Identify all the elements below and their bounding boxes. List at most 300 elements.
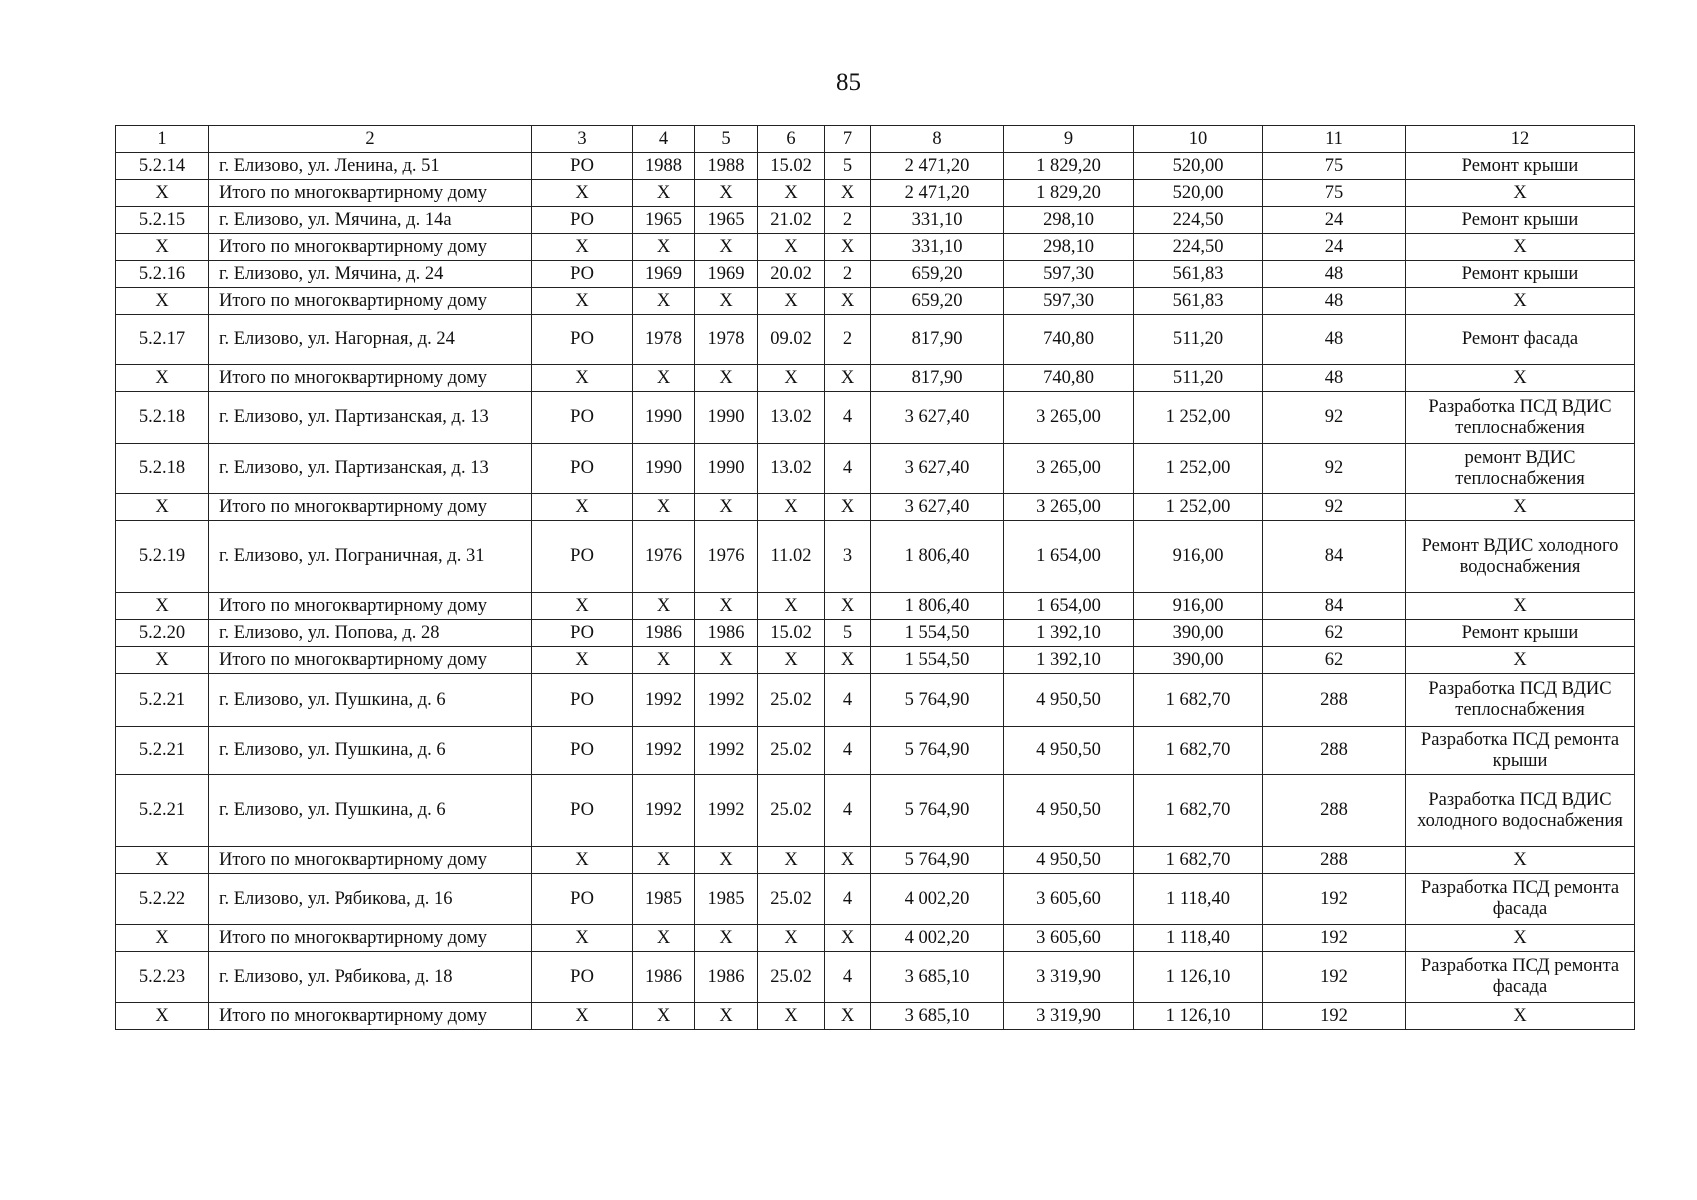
cell-year-comm: Х bbox=[695, 365, 758, 392]
cell-year-comm: 1978 bbox=[695, 315, 758, 365]
cell-work-type: Разработка ПСД ВДИС теплоснабжения bbox=[1406, 674, 1635, 727]
cell-residents: 62 bbox=[1263, 620, 1406, 647]
cell-floors: 2 bbox=[825, 261, 871, 288]
cell-code: 09.02 bbox=[758, 315, 825, 365]
cell-area-total: 3 685,10 bbox=[871, 1003, 1004, 1030]
cell-area-total: 5 764,90 bbox=[871, 674, 1004, 727]
cell-num: 5.2.20 bbox=[116, 620, 209, 647]
cell-type: РО bbox=[532, 775, 633, 847]
cell-year-built: Х bbox=[633, 180, 695, 207]
cell-type: РО bbox=[532, 261, 633, 288]
cell-year-built: Х bbox=[633, 593, 695, 620]
cell-residents: 24 bbox=[1263, 234, 1406, 261]
cell-area-living: 3 265,00 bbox=[1004, 444, 1134, 494]
cell-year-built: Х bbox=[633, 365, 695, 392]
cell-code: Х bbox=[758, 925, 825, 952]
cell-work-type: Разработка ПСД ВДИС холодного водоснабжения bbox=[1406, 775, 1635, 847]
cell-year-comm: 1992 bbox=[695, 727, 758, 775]
cell-floors: 5 bbox=[825, 620, 871, 647]
cell-code: 25.02 bbox=[758, 674, 825, 727]
cell-work-type: Х bbox=[1406, 234, 1635, 261]
cell-type: Х bbox=[532, 288, 633, 315]
cell-area-living: 3 319,90 bbox=[1004, 952, 1134, 1003]
column-header-area-living: 9 bbox=[1004, 126, 1134, 153]
cell-num: 5.2.21 bbox=[116, 727, 209, 775]
cell-floors: Х bbox=[825, 647, 871, 674]
cell-work-type: Ремонт фасада bbox=[1406, 315, 1635, 365]
cell-address: г. Елизово, ул. Пушкина, д. 6 bbox=[209, 674, 532, 727]
cell-address: г. Елизово, ул. Ленина, д. 51 bbox=[209, 153, 532, 180]
cell-area-total: 817,90 bbox=[871, 365, 1004, 392]
cell-address: г. Елизово, ул. Пушкина, д. 6 bbox=[209, 727, 532, 775]
cell-area-total: 659,20 bbox=[871, 261, 1004, 288]
cell-residents: 84 bbox=[1263, 593, 1406, 620]
cell-year-built: Х bbox=[633, 494, 695, 521]
table-header-row bbox=[116, 126, 1635, 153]
cell-residents: 48 bbox=[1263, 315, 1406, 365]
cell-address: Итого по многоквартирному дому bbox=[209, 365, 532, 392]
cell-area-nonres: 520,00 bbox=[1134, 180, 1263, 207]
cell-area-living: 3 265,00 bbox=[1004, 392, 1134, 444]
cell-year-built: Х bbox=[633, 847, 695, 874]
cell-area-total: 2 471,20 bbox=[871, 180, 1004, 207]
cell-type: РО bbox=[532, 952, 633, 1003]
column-header-work-type: 12 bbox=[1406, 126, 1635, 153]
cell-year-built: 1985 bbox=[633, 874, 695, 925]
cell-residents: 48 bbox=[1263, 365, 1406, 392]
cell-area-living: 1 829,20 bbox=[1004, 153, 1134, 180]
cell-work-type: Х bbox=[1406, 365, 1635, 392]
house-row bbox=[116, 775, 1635, 847]
cell-type: Х bbox=[532, 925, 633, 952]
cell-area-nonres: 1 126,10 bbox=[1134, 952, 1263, 1003]
cell-residents: 192 bbox=[1263, 952, 1406, 1003]
cell-year-comm: 1990 bbox=[695, 444, 758, 494]
cell-residents: 92 bbox=[1263, 494, 1406, 521]
cell-code: Х bbox=[758, 647, 825, 674]
cell-work-type: Ремонт крыши bbox=[1406, 207, 1635, 234]
cell-floors: 4 bbox=[825, 874, 871, 925]
cell-year-built: Х bbox=[633, 647, 695, 674]
cell-floors: 5 bbox=[825, 153, 871, 180]
cell-year-comm: 1986 bbox=[695, 620, 758, 647]
cell-residents: 62 bbox=[1263, 647, 1406, 674]
cell-year-built: 1986 bbox=[633, 620, 695, 647]
cell-code: 25.02 bbox=[758, 775, 825, 847]
cell-residents: 75 bbox=[1263, 180, 1406, 207]
total-row bbox=[116, 1003, 1635, 1030]
cell-address: Итого по многоквартирному дому bbox=[209, 1003, 532, 1030]
cell-area-nonres: 1 118,40 bbox=[1134, 925, 1263, 952]
column-header-area-nonres: 10 bbox=[1134, 126, 1263, 153]
cell-num: 5.2.21 bbox=[116, 775, 209, 847]
cell-area-nonres: 1 252,00 bbox=[1134, 392, 1263, 444]
house-row bbox=[116, 674, 1635, 727]
cell-year-comm: 1976 bbox=[695, 521, 758, 593]
column-header-year-built: 4 bbox=[633, 126, 695, 153]
house-row bbox=[116, 315, 1635, 365]
cell-floors: Х bbox=[825, 925, 871, 952]
cell-year-built: 1992 bbox=[633, 727, 695, 775]
cell-area-nonres: 916,00 bbox=[1134, 593, 1263, 620]
cell-num: 5.2.17 bbox=[116, 315, 209, 365]
cell-floors: 4 bbox=[825, 727, 871, 775]
cell-year-comm: 1988 bbox=[695, 153, 758, 180]
cell-type: РО bbox=[532, 444, 633, 494]
house-row bbox=[116, 392, 1635, 444]
cell-area-living: 4 950,50 bbox=[1004, 775, 1134, 847]
cell-residents: 24 bbox=[1263, 207, 1406, 234]
cell-address: Итого по многоквартирному дому bbox=[209, 180, 532, 207]
cell-area-nonres: 1 682,70 bbox=[1134, 674, 1263, 727]
cell-year-comm: Х bbox=[695, 494, 758, 521]
cell-type: РО bbox=[532, 620, 633, 647]
cell-floors: Х bbox=[825, 234, 871, 261]
cell-area-nonres: 561,83 bbox=[1134, 288, 1263, 315]
cell-type: РО bbox=[532, 674, 633, 727]
cell-area-nonres: 1 682,70 bbox=[1134, 847, 1263, 874]
cell-floors: Х bbox=[825, 288, 871, 315]
house-row bbox=[116, 153, 1635, 180]
cell-year-comm: Х bbox=[695, 234, 758, 261]
total-row bbox=[116, 288, 1635, 315]
total-row bbox=[116, 234, 1635, 261]
house-row bbox=[116, 620, 1635, 647]
cell-code: 11.02 bbox=[758, 521, 825, 593]
cell-residents: 48 bbox=[1263, 261, 1406, 288]
cell-area-living: 1 392,10 bbox=[1004, 647, 1134, 674]
cell-area-total: 4 002,20 bbox=[871, 874, 1004, 925]
cell-area-total: 1 806,40 bbox=[871, 593, 1004, 620]
cell-address: г. Елизово, ул. Пограничная, д. 31 bbox=[209, 521, 532, 593]
cell-work-type: Х bbox=[1406, 593, 1635, 620]
cell-num: 5.2.22 bbox=[116, 874, 209, 925]
cell-work-type: Ремонт крыши bbox=[1406, 153, 1635, 180]
cell-year-built: 1990 bbox=[633, 392, 695, 444]
cell-code: Х bbox=[758, 1003, 825, 1030]
cell-area-total: 3 627,40 bbox=[871, 494, 1004, 521]
cell-residents: 92 bbox=[1263, 444, 1406, 494]
cell-work-type: Х bbox=[1406, 180, 1635, 207]
cell-residents: 288 bbox=[1263, 727, 1406, 775]
cell-work-type: Ремонт крыши bbox=[1406, 620, 1635, 647]
cell-address: г. Елизово, ул. Пушкина, д. 6 bbox=[209, 775, 532, 847]
cell-area-living: 3 605,60 bbox=[1004, 925, 1134, 952]
cell-work-type: ремонт ВДИС теплоснабжения bbox=[1406, 444, 1635, 494]
cell-address: г. Елизово, ул. Рябикова, д. 16 bbox=[209, 874, 532, 925]
cell-area-total: 331,10 bbox=[871, 207, 1004, 234]
cell-area-living: 4 950,50 bbox=[1004, 727, 1134, 775]
cell-area-nonres: 561,83 bbox=[1134, 261, 1263, 288]
cell-year-comm: Х bbox=[695, 647, 758, 674]
cell-code: 21.02 bbox=[758, 207, 825, 234]
cell-work-type: Х bbox=[1406, 647, 1635, 674]
column-header-code: 6 bbox=[758, 126, 825, 153]
cell-area-nonres: 1 682,70 bbox=[1134, 727, 1263, 775]
cell-year-built: 1990 bbox=[633, 444, 695, 494]
cell-work-type: Х bbox=[1406, 494, 1635, 521]
cell-code: 25.02 bbox=[758, 952, 825, 1003]
cell-area-living: 597,30 bbox=[1004, 288, 1134, 315]
cell-area-total: 659,20 bbox=[871, 288, 1004, 315]
cell-area-total: 1 554,50 bbox=[871, 647, 1004, 674]
cell-area-total: 3 627,40 bbox=[871, 392, 1004, 444]
cell-year-comm: 1986 bbox=[695, 952, 758, 1003]
cell-residents: 192 bbox=[1263, 874, 1406, 925]
cell-num: Х bbox=[116, 847, 209, 874]
cell-work-type: Ремонт крыши bbox=[1406, 261, 1635, 288]
cell-residents: 84 bbox=[1263, 521, 1406, 593]
cell-num: Х bbox=[116, 365, 209, 392]
cell-area-living: 1 829,20 bbox=[1004, 180, 1134, 207]
cell-type: РО bbox=[532, 392, 633, 444]
cell-year-comm: Х bbox=[695, 847, 758, 874]
cell-type: РО bbox=[532, 315, 633, 365]
cell-type: Х bbox=[532, 847, 633, 874]
cell-area-nonres: 390,00 bbox=[1134, 647, 1263, 674]
page-number: 85 bbox=[836, 69, 861, 96]
cell-num: Х bbox=[116, 234, 209, 261]
cell-num: 5.2.18 bbox=[116, 392, 209, 444]
cell-address: г. Елизово, ул. Партизанская, д. 13 bbox=[209, 392, 532, 444]
cell-area-total: 2 471,20 bbox=[871, 153, 1004, 180]
cell-area-living: 1 654,00 bbox=[1004, 593, 1134, 620]
cell-year-built: 1965 bbox=[633, 207, 695, 234]
cell-type: РО bbox=[532, 727, 633, 775]
cell-year-comm: 1990 bbox=[695, 392, 758, 444]
cell-work-type: Х bbox=[1406, 925, 1635, 952]
cell-area-nonres: 916,00 bbox=[1134, 521, 1263, 593]
cell-area-living: 740,80 bbox=[1004, 315, 1134, 365]
cell-code: Х bbox=[758, 593, 825, 620]
cell-code: 25.02 bbox=[758, 874, 825, 925]
cell-address: Итого по многоквартирному дому bbox=[209, 847, 532, 874]
cell-area-total: 3 685,10 bbox=[871, 952, 1004, 1003]
cell-area-living: 597,30 bbox=[1004, 261, 1134, 288]
cell-area-nonres: 1 126,10 bbox=[1134, 1003, 1263, 1030]
cell-year-comm: 1985 bbox=[695, 874, 758, 925]
cell-floors: Х bbox=[825, 593, 871, 620]
cell-code: Х bbox=[758, 234, 825, 261]
cell-area-total: 4 002,20 bbox=[871, 925, 1004, 952]
cell-type: Х bbox=[532, 494, 633, 521]
cell-floors: Х bbox=[825, 365, 871, 392]
cell-year-built: Х bbox=[633, 925, 695, 952]
cell-residents: 192 bbox=[1263, 1003, 1406, 1030]
cell-address: г. Елизово, ул. Нагорная, д. 24 bbox=[209, 315, 532, 365]
column-header-num: 1 bbox=[116, 126, 209, 153]
cell-area-living: 4 950,50 bbox=[1004, 674, 1134, 727]
cell-residents: 75 bbox=[1263, 153, 1406, 180]
cell-area-total: 5 764,90 bbox=[871, 847, 1004, 874]
cell-year-built: 1992 bbox=[633, 674, 695, 727]
cell-area-total: 817,90 bbox=[871, 315, 1004, 365]
cell-address: г. Елизово, ул. Мячина, д. 24 bbox=[209, 261, 532, 288]
cell-year-comm: Х bbox=[695, 1003, 758, 1030]
cell-work-type: Х bbox=[1406, 288, 1635, 315]
cell-type: Х bbox=[532, 1003, 633, 1030]
cell-area-nonres: 1 682,70 bbox=[1134, 775, 1263, 847]
cell-year-built: Х bbox=[633, 288, 695, 315]
cell-code: Х bbox=[758, 288, 825, 315]
cell-area-nonres: 511,20 bbox=[1134, 315, 1263, 365]
house-row bbox=[116, 444, 1635, 494]
cell-area-nonres: 224,50 bbox=[1134, 234, 1263, 261]
cell-work-type: Ремонт ВДИС холодного водоснабжения bbox=[1406, 521, 1635, 593]
cell-num: Х bbox=[116, 1003, 209, 1030]
cell-area-nonres: 1 118,40 bbox=[1134, 874, 1263, 925]
cell-code: 25.02 bbox=[758, 727, 825, 775]
cell-area-living: 740,80 bbox=[1004, 365, 1134, 392]
cell-area-living: 298,10 bbox=[1004, 234, 1134, 261]
cell-code: Х bbox=[758, 847, 825, 874]
cell-work-type: Х bbox=[1406, 847, 1635, 874]
column-header-floors: 7 bbox=[825, 126, 871, 153]
cell-year-built: 1992 bbox=[633, 775, 695, 847]
cell-floors: 4 bbox=[825, 392, 871, 444]
cell-address: г. Елизово, ул. Попова, д. 28 bbox=[209, 620, 532, 647]
cell-address: Итого по многоквартирному дому bbox=[209, 925, 532, 952]
cell-type: Х bbox=[532, 647, 633, 674]
cell-residents: 288 bbox=[1263, 775, 1406, 847]
cell-year-comm: 1992 bbox=[695, 775, 758, 847]
cell-floors: 2 bbox=[825, 207, 871, 234]
column-header-type: 3 bbox=[532, 126, 633, 153]
column-header-address: 2 bbox=[209, 126, 532, 153]
cell-year-comm: Х bbox=[695, 925, 758, 952]
cell-year-comm: 1992 bbox=[695, 674, 758, 727]
cell-residents: 48 bbox=[1263, 288, 1406, 315]
repair-program-table bbox=[115, 125, 1635, 1030]
cell-address: Итого по многоквартирному дому bbox=[209, 288, 532, 315]
cell-year-comm: 1965 bbox=[695, 207, 758, 234]
cell-type: Х bbox=[532, 234, 633, 261]
column-header-year-comm: 5 bbox=[695, 126, 758, 153]
cell-year-built: 1986 bbox=[633, 952, 695, 1003]
cell-floors: Х bbox=[825, 1003, 871, 1030]
cell-area-nonres: 511,20 bbox=[1134, 365, 1263, 392]
cell-code: Х bbox=[758, 494, 825, 521]
cell-num: 5.2.15 bbox=[116, 207, 209, 234]
cell-num: Х bbox=[116, 288, 209, 315]
cell-year-comm: Х bbox=[695, 593, 758, 620]
house-row bbox=[116, 874, 1635, 925]
cell-floors: 4 bbox=[825, 674, 871, 727]
cell-floors: Х bbox=[825, 847, 871, 874]
cell-code: 15.02 bbox=[758, 153, 825, 180]
cell-type: РО bbox=[532, 874, 633, 925]
house-row bbox=[116, 952, 1635, 1003]
cell-area-nonres: 390,00 bbox=[1134, 620, 1263, 647]
cell-address: Итого по многоквартирному дому bbox=[209, 593, 532, 620]
cell-num: 5.2.14 bbox=[116, 153, 209, 180]
cell-num: 5.2.21 bbox=[116, 674, 209, 727]
cell-work-type: Разработка ПСД ремонта фасада bbox=[1406, 874, 1635, 925]
cell-residents: 288 bbox=[1263, 847, 1406, 874]
house-row bbox=[116, 727, 1635, 775]
cell-address: Итого по многоквартирному дому bbox=[209, 494, 532, 521]
cell-type: Х bbox=[532, 593, 633, 620]
cell-area-nonres: 1 252,00 bbox=[1134, 444, 1263, 494]
cell-area-nonres: 224,50 bbox=[1134, 207, 1263, 234]
cell-area-living: 298,10 bbox=[1004, 207, 1134, 234]
cell-floors: 4 bbox=[825, 952, 871, 1003]
cell-code: Х bbox=[758, 180, 825, 207]
total-row bbox=[116, 180, 1635, 207]
cell-work-type: Разработка ПСД ремонта фасада bbox=[1406, 952, 1635, 1003]
cell-area-living: 4 950,50 bbox=[1004, 847, 1134, 874]
cell-area-nonres: 1 252,00 bbox=[1134, 494, 1263, 521]
cell-code: 15.02 bbox=[758, 620, 825, 647]
cell-code: 20.02 bbox=[758, 261, 825, 288]
cell-num: Х bbox=[116, 494, 209, 521]
house-row bbox=[116, 261, 1635, 288]
cell-area-total: 331,10 bbox=[871, 234, 1004, 261]
cell-work-type: Х bbox=[1406, 1003, 1635, 1030]
cell-year-built: 1988 bbox=[633, 153, 695, 180]
cell-area-total: 5 764,90 bbox=[871, 775, 1004, 847]
house-row bbox=[116, 521, 1635, 593]
cell-floors: Х bbox=[825, 494, 871, 521]
total-row bbox=[116, 593, 1635, 620]
cell-num: 5.2.16 bbox=[116, 261, 209, 288]
cell-type: РО bbox=[532, 207, 633, 234]
cell-residents: 192 bbox=[1263, 925, 1406, 952]
cell-residents: 92 bbox=[1263, 392, 1406, 444]
total-row bbox=[116, 647, 1635, 674]
cell-year-comm: 1969 bbox=[695, 261, 758, 288]
total-row bbox=[116, 494, 1635, 521]
cell-address: Итого по многоквартирному дому bbox=[209, 234, 532, 261]
cell-address: Итого по многоквартирному дому bbox=[209, 647, 532, 674]
cell-area-living: 3 319,90 bbox=[1004, 1003, 1134, 1030]
column-header-area-total: 8 bbox=[871, 126, 1004, 153]
cell-num: 5.2.18 bbox=[116, 444, 209, 494]
cell-floors: Х bbox=[825, 180, 871, 207]
cell-area-total: 1 554,50 bbox=[871, 620, 1004, 647]
cell-year-built: 1976 bbox=[633, 521, 695, 593]
cell-floors: 3 bbox=[825, 521, 871, 593]
cell-area-total: 1 806,40 bbox=[871, 521, 1004, 593]
cell-type: РО bbox=[532, 521, 633, 593]
cell-code: 13.02 bbox=[758, 392, 825, 444]
cell-work-type: Разработка ПСД ВДИС теплоснабжения bbox=[1406, 392, 1635, 444]
cell-address: г. Елизово, ул. Мячина, д. 14а bbox=[209, 207, 532, 234]
cell-year-comm: Х bbox=[695, 288, 758, 315]
cell-area-total: 3 627,40 bbox=[871, 444, 1004, 494]
cell-type: Х bbox=[532, 180, 633, 207]
cell-residents: 288 bbox=[1263, 674, 1406, 727]
total-row bbox=[116, 925, 1635, 952]
cell-type: РО bbox=[532, 153, 633, 180]
cell-num: Х bbox=[116, 180, 209, 207]
cell-year-built: Х bbox=[633, 234, 695, 261]
cell-year-built: Х bbox=[633, 1003, 695, 1030]
cell-code: Х bbox=[758, 365, 825, 392]
cell-year-comm: Х bbox=[695, 180, 758, 207]
cell-floors: 4 bbox=[825, 444, 871, 494]
cell-address: г. Елизово, ул. Рябикова, д. 18 bbox=[209, 952, 532, 1003]
cell-area-nonres: 520,00 bbox=[1134, 153, 1263, 180]
total-row bbox=[116, 365, 1635, 392]
column-header-residents: 11 bbox=[1263, 126, 1406, 153]
cell-code: 13.02 bbox=[758, 444, 825, 494]
cell-floors: 4 bbox=[825, 775, 871, 847]
cell-num: Х bbox=[116, 925, 209, 952]
cell-num: 5.2.19 bbox=[116, 521, 209, 593]
cell-year-built: 1978 bbox=[633, 315, 695, 365]
cell-floors: 2 bbox=[825, 315, 871, 365]
